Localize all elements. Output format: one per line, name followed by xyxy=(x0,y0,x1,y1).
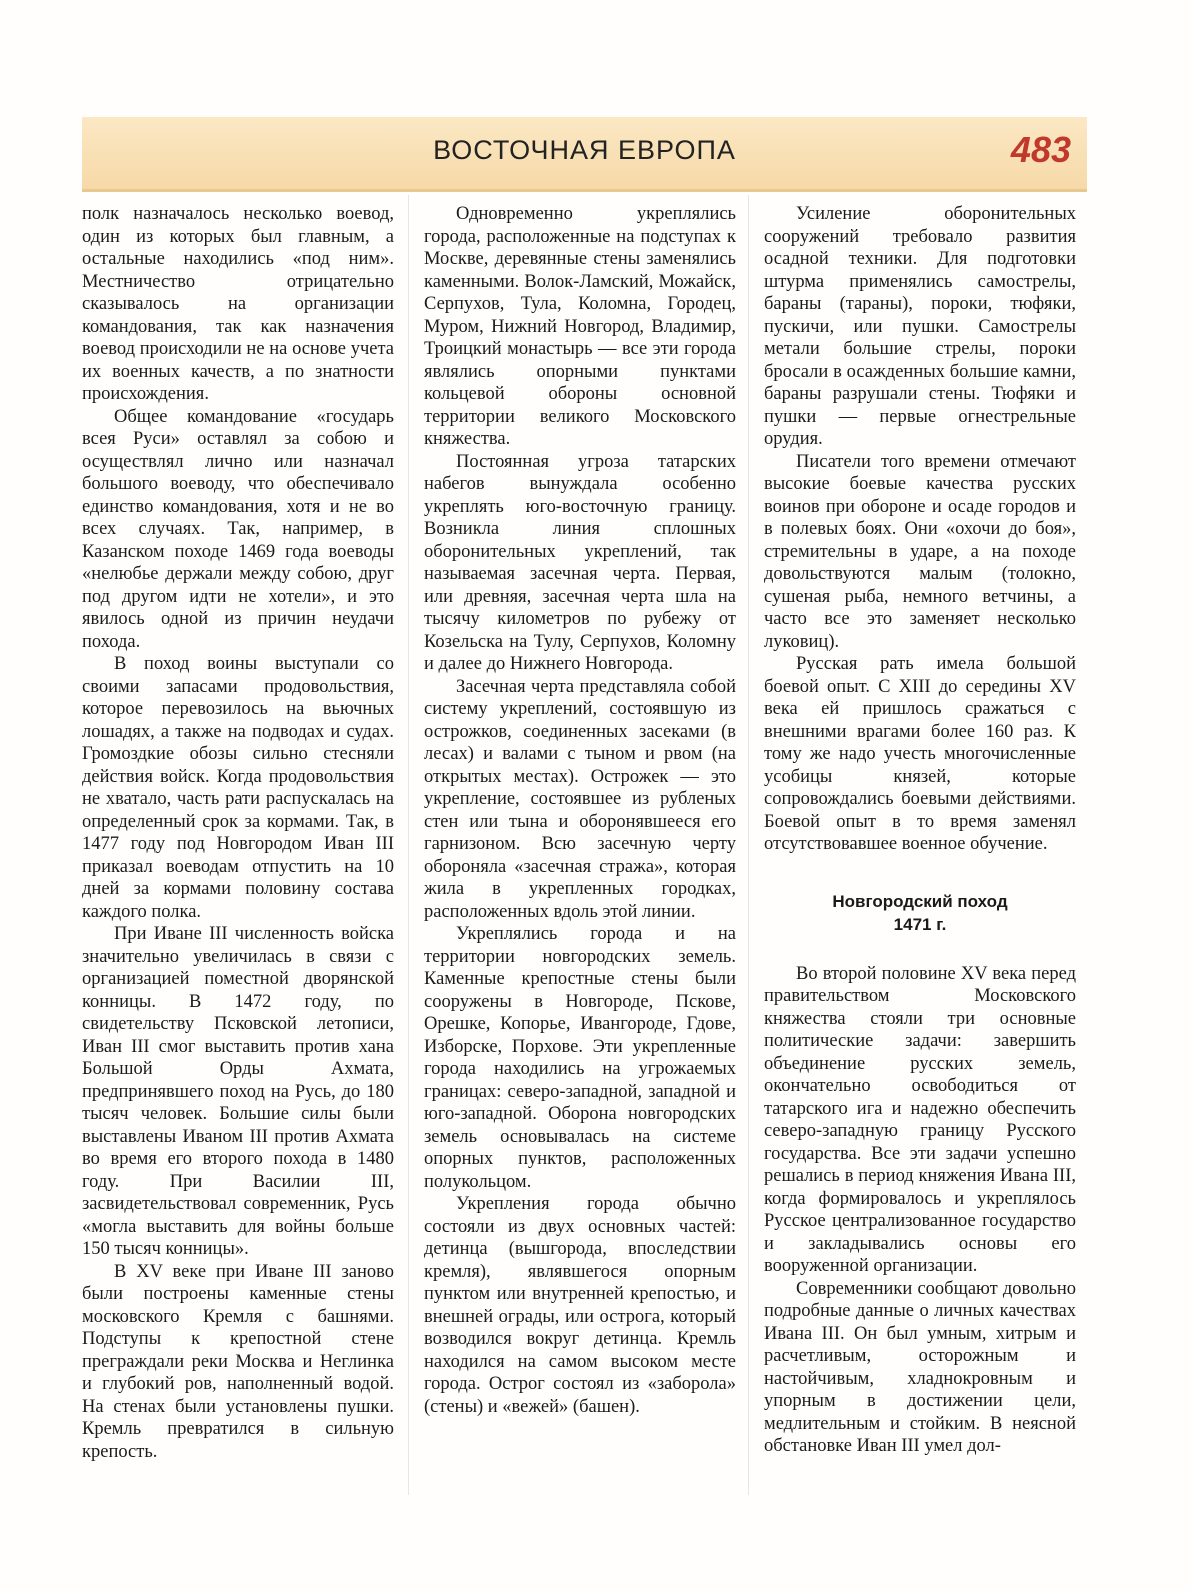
paragraph: Постоянная угроза татарских набегов вынуждала особенно укреплять юго-восточную границу. Возникла линия сплошных оборонительных укреплений, так называемая засечная черта. Первая, или древняя, засечная черта шла на тысячу километров по рубежу от Козельска на Тулу, Серпухов, Коломну и далее до Нижнего Новгорода. xyxy=(424,451,736,674)
paragraph: Современники сообщают довольно подробные данные о личных качествах Ивана III. Он был умным, хитрым и расчетливым, осторожным и настойчивым, хладнокровным и упорным в достижении цели, медлительным и стойким. В неясной обстановке Иван III умел дол- xyxy=(764,1278,1076,1456)
running-header-title: ВОСТОЧНАЯ ЕВРОПА xyxy=(433,135,736,165)
column-divider xyxy=(748,195,749,1495)
column-divider xyxy=(408,195,409,1495)
paragraph: Укрепления города обычно состояли из двух основных частей: детинца (вышгорода, впоследствии кремля), являвшегося опорным пунктом или внутренней крепостью, и внешней ограды, или острога, который возводился вокруг детинца. Кремль находился на самом высоком месте города. Острог состоял из «заборола» (стены) и «вежей» (башен). xyxy=(424,1194,736,1417)
paragraph: Засечная черта представляла собой систему укреплений, состоявшую из острожков, соединенных засеками (в лесах) и валами с тыном и рвом (на открытых местах). Острожек — это укрепление, состоявшее из рубленых стен или тына и оборонявшееся его гарнизоном. Всю засечную черту обороняла «засечная стража», которая жила в укрепленных городках, расположенных вдоль этой линии. xyxy=(424,676,736,922)
text-column-2 xyxy=(424,203,736,1515)
paragraph: В XV веке при Иване III заново были построены каменные стены московского Кремля с башнями. Подступы к крепостной стене преграждали реки Москва и Неглинка и глубокий ров, наполненный водой. На стенах были установлены пушки. Кремль превратился в сильную крепость. xyxy=(82,1261,394,1462)
running-header xyxy=(82,117,1087,192)
section-heading xyxy=(764,890,1076,936)
paragraph: Усиление оборонительных сооружений требовало развития осадной техники. Для подготовки штурма применялись самострелы, бараны (тараны), пороки, тюфяки, пускичи, или пушки. Самострелы метали большие стрелы, пороки бросали в осажденных большие камни, бараны разрушали стены. Тюфяки и пушки — первые огнестрельные орудия. xyxy=(764,204,1076,449)
paragraph: Общее командование «государь всея Руси» оставлял за собою и осуществлял лично или назначал большого воеводу, что обеспечивало единство командования, хотя и не во всех случаях. Так, например, в Казанском походе 1469 года воеводы «нелюбье держали между собою, друг под другом идти не хотели», и это явилось одной из причин неудачи похода. xyxy=(82,406,394,652)
paragraph: Русская рать имела большой боевой опыт. С XIII до середины XV века ей пришлось сражаться с внешними врагами более 160 раз. К тому же надо учесть многочисленные усобицы князей, которые сопровождались боевыми действиями. Боевой опыт в то время заменял отсутствовавшее военное обучение. xyxy=(764,654,1076,854)
paragraph: Одновременно укреплялись города, расположенные на подступах к Москве, деревянные стены заменялись каменными. Волок-Ламский, Можайск, Серпухов, Тула, Коломна, Городец, Муром, Нижний Новгород, Владимир, Троицкий монастырь — все эти города являлись опорными пунктами кольцевой обороны основной территории великого Московского княжества. xyxy=(424,204,736,449)
section-heading-line: Новгородский поход xyxy=(832,891,1008,911)
paragraph: В поход воины выступали со своими запасами продовольствия, которое перевозилось на вьючных лошадях, а также на подводах и судах. Громоздкие обозы сильно стесняли действия войск. Когда продовольствия не хватало, часть рати распускалась на определенный срок за кормами. Так, в 1477 году под Новгородом Иван III приказал воеводам отпустить на 10 дней за кормами половину состава каждого полка. xyxy=(82,654,394,922)
paragraph: Укреплялись города и на территории новгородских земель. Каменные крепостные стены были сооружены в Новгороде, Пскове, Орешке, Копорье, Ивангороде, Гдове, Изборске, Порхове. Эти укрепленные города находились на угрожаемых границах: северо-западной, западной и юго-западной. Оборона новгородских земель основывалась на системе опорных пунктов, расположенных полукольцом. xyxy=(424,924,736,1192)
text-column-1 xyxy=(82,203,394,1515)
paragraph: При Иване III численность войска значительно увеличилась в связи с организацией поместной дворянской конницы. В 1472 году, по свидетельству Псковской летописи, Иван III смог выставить против хана Большой Орды Ахмата, предпринявшего поход на Русь, до 180 тысяч человек. Большие силы были выставлены Иваном III против Ахмата во время его второго похода в 1480 году. При Василии III, засвидетельствовал современник, Русь «могла выставить для войны больше 150 тысяч конницы». xyxy=(82,924,394,1259)
page-number: 483 xyxy=(1010,129,1071,170)
paragraph: Писатели того времени отмечают высокие боевые качества русских воинов при обороне и осаде городов и в полевых боях. Они «охочи до боя», стремительны в ударе, а на походе довольствуются малым (толокно, сушеная рыба, немного ветчины, а часто все это заменяет несколько луковиц). xyxy=(764,451,1076,652)
text-column-3 xyxy=(764,203,1076,1515)
paragraph: полк назначалось несколько воевод, один из которых был главным, а остальные находились «под ним». Местничество отрицательно сказывалось на организации командования, так как назначения воевод происходили не на основе учета их военных качеств, а по знатности происхождения. xyxy=(82,204,394,404)
section-heading-line: 1471 г. xyxy=(893,914,947,934)
paragraph: Во второй половине XV века перед правительством Московского княжества стояли три основные политические задачи: завершить объединение русских земель, окончательно освободиться от татарского ига и надежно обеспечить северо-западную границу Русского государства. Все эти задачи успешно решались в период княжения Ивана III, когда формировалось и укреплялось Русское централизованное государство и закладывались основы его вооруженной организации. xyxy=(764,963,1076,1276)
